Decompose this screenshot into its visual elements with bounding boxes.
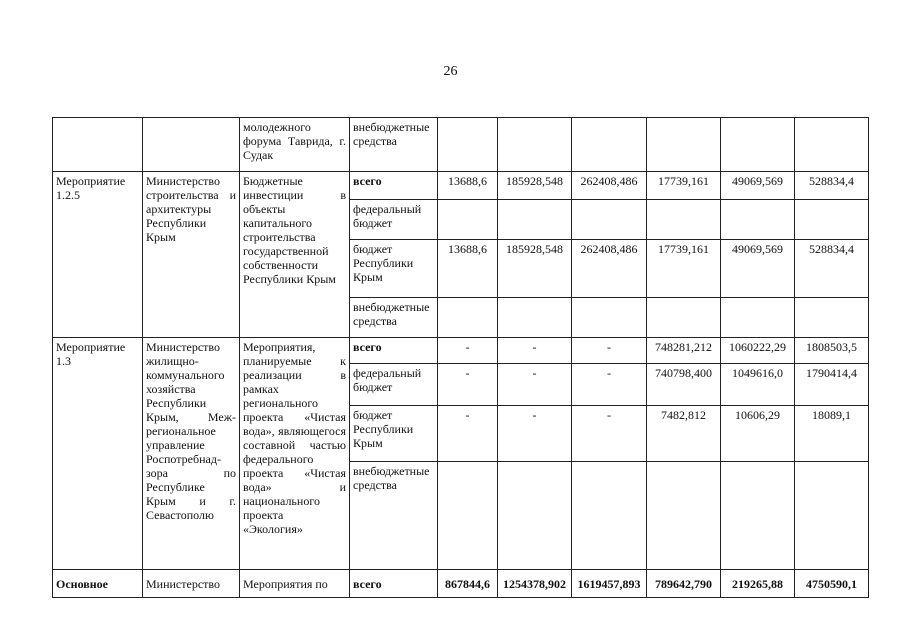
cell-source: внебюджетные средства (350, 118, 438, 172)
cell-source: всего (350, 172, 438, 200)
cell-value: 18089,1 (795, 406, 869, 462)
table-row (53, 172, 869, 200)
cell-source: бюджет Республики Крым (350, 406, 438, 462)
cell-value (572, 298, 647, 338)
cell-description: молодежного форума Таврида, г. Судак (240, 118, 350, 172)
cell-value (721, 200, 795, 240)
cell-value: 867844,6 (438, 570, 498, 598)
cell-value (438, 118, 498, 172)
cell-value: 1808503,5 (795, 338, 869, 364)
cell-value (572, 462, 647, 570)
cell-description: Мероприятия, планируемые к реализации в рамках регионального проекта «Чистая вода», являющегося составной частью федерального проекта «Чистая вода» и национального проекта «Экология» (240, 338, 350, 570)
cell-value: 17739,161 (647, 172, 721, 200)
cell-name: Мероприятие 1.2.5 (53, 172, 143, 338)
cell-value: - (498, 406, 572, 462)
cell-value: 528834,4 (795, 172, 869, 200)
cell-value: 185928,548 (498, 240, 572, 298)
cell-value: 1790414,4 (795, 364, 869, 406)
cell-value: 185928,548 (498, 172, 572, 200)
cell-value: 1049616,0 (721, 364, 795, 406)
cell-value: 1254378,902 (498, 570, 572, 598)
cell-value: 1619457,893 (572, 570, 647, 598)
cell-value (647, 462, 721, 570)
cell-value (498, 462, 572, 570)
cell-value (438, 298, 498, 338)
cell-source: бюджет Республики Крым (350, 240, 438, 298)
cell-value: 10606,29 (721, 406, 795, 462)
cell-value (498, 298, 572, 338)
cell-name: Мероприятие 1.3 (53, 338, 143, 570)
cell-source: внебюджетные средства (350, 462, 438, 570)
cell-value (647, 200, 721, 240)
cell-value: 49069,569 (721, 240, 795, 298)
cell-value (795, 118, 869, 172)
cell-value (721, 118, 795, 172)
cell-value: 4750590,1 (795, 570, 869, 598)
cell-value (795, 200, 869, 240)
cell-executor: Министерство строительства и архитектуры Республики Крым (143, 172, 240, 338)
cell-value: 262408,486 (572, 240, 647, 298)
cell-value (795, 462, 869, 570)
cell-value: 13688,6 (438, 172, 498, 200)
cell-source: федеральный бюджет (350, 364, 438, 406)
cell-value: 7482,812 (647, 406, 721, 462)
cell-value: - (438, 406, 498, 462)
cell-description: Бюджетные инвестиции в объекты капитального строительства государственной собственности Республики Крым (240, 172, 350, 338)
cell-value (438, 200, 498, 240)
cell-value: 49069,569 (721, 172, 795, 200)
cell-value: 219265,88 (721, 570, 795, 598)
table-row (53, 570, 869, 598)
cell-value: 13688,6 (438, 240, 498, 298)
table-row (53, 118, 869, 172)
cell-value: 748281,212 (647, 338, 721, 364)
budget-table (52, 117, 869, 598)
cell-value (721, 462, 795, 570)
cell-value (795, 298, 869, 338)
cell-value: 740798,400 (647, 364, 721, 406)
cell-value: - (572, 406, 647, 462)
cell-value (498, 118, 572, 172)
cell-value: 528834,4 (795, 240, 869, 298)
cell-source: внебюджетные средства (350, 298, 438, 338)
table-row (53, 338, 869, 364)
cell-value (721, 298, 795, 338)
cell-value (572, 118, 647, 172)
cell-value (647, 118, 721, 172)
cell-value: - (438, 338, 498, 364)
cell-value (438, 462, 498, 570)
cell-value (572, 200, 647, 240)
cell-description: Мероприятия по (240, 570, 350, 598)
cell-value: 789642,790 (647, 570, 721, 598)
cell-value (498, 200, 572, 240)
cell-source: всего (350, 338, 438, 364)
cell-executor: Министерство жилищно-коммунального хозяйства Республики Крым, Меж-региональное управление Роспотребнад-зора по Республике Крым и г. Севастополю (143, 338, 240, 570)
cell-value: 17739,161 (647, 240, 721, 298)
cell-executor: Министерство (143, 570, 240, 598)
cell-name: Основное (53, 570, 143, 598)
cell-value: - (438, 364, 498, 406)
cell-source: всего (350, 570, 438, 598)
cell-value: 262408,486 (572, 172, 647, 200)
cell-value: - (498, 338, 572, 364)
cell-value (647, 298, 721, 338)
cell-name (53, 118, 143, 172)
cell-source: федеральный бюджет (350, 200, 438, 240)
cell-value: - (572, 338, 647, 364)
cell-value: 1060222,29 (721, 338, 795, 364)
page-number: 26 (443, 64, 458, 79)
cell-value: - (572, 364, 647, 406)
cell-value: - (498, 364, 572, 406)
cell-executor (143, 118, 240, 172)
